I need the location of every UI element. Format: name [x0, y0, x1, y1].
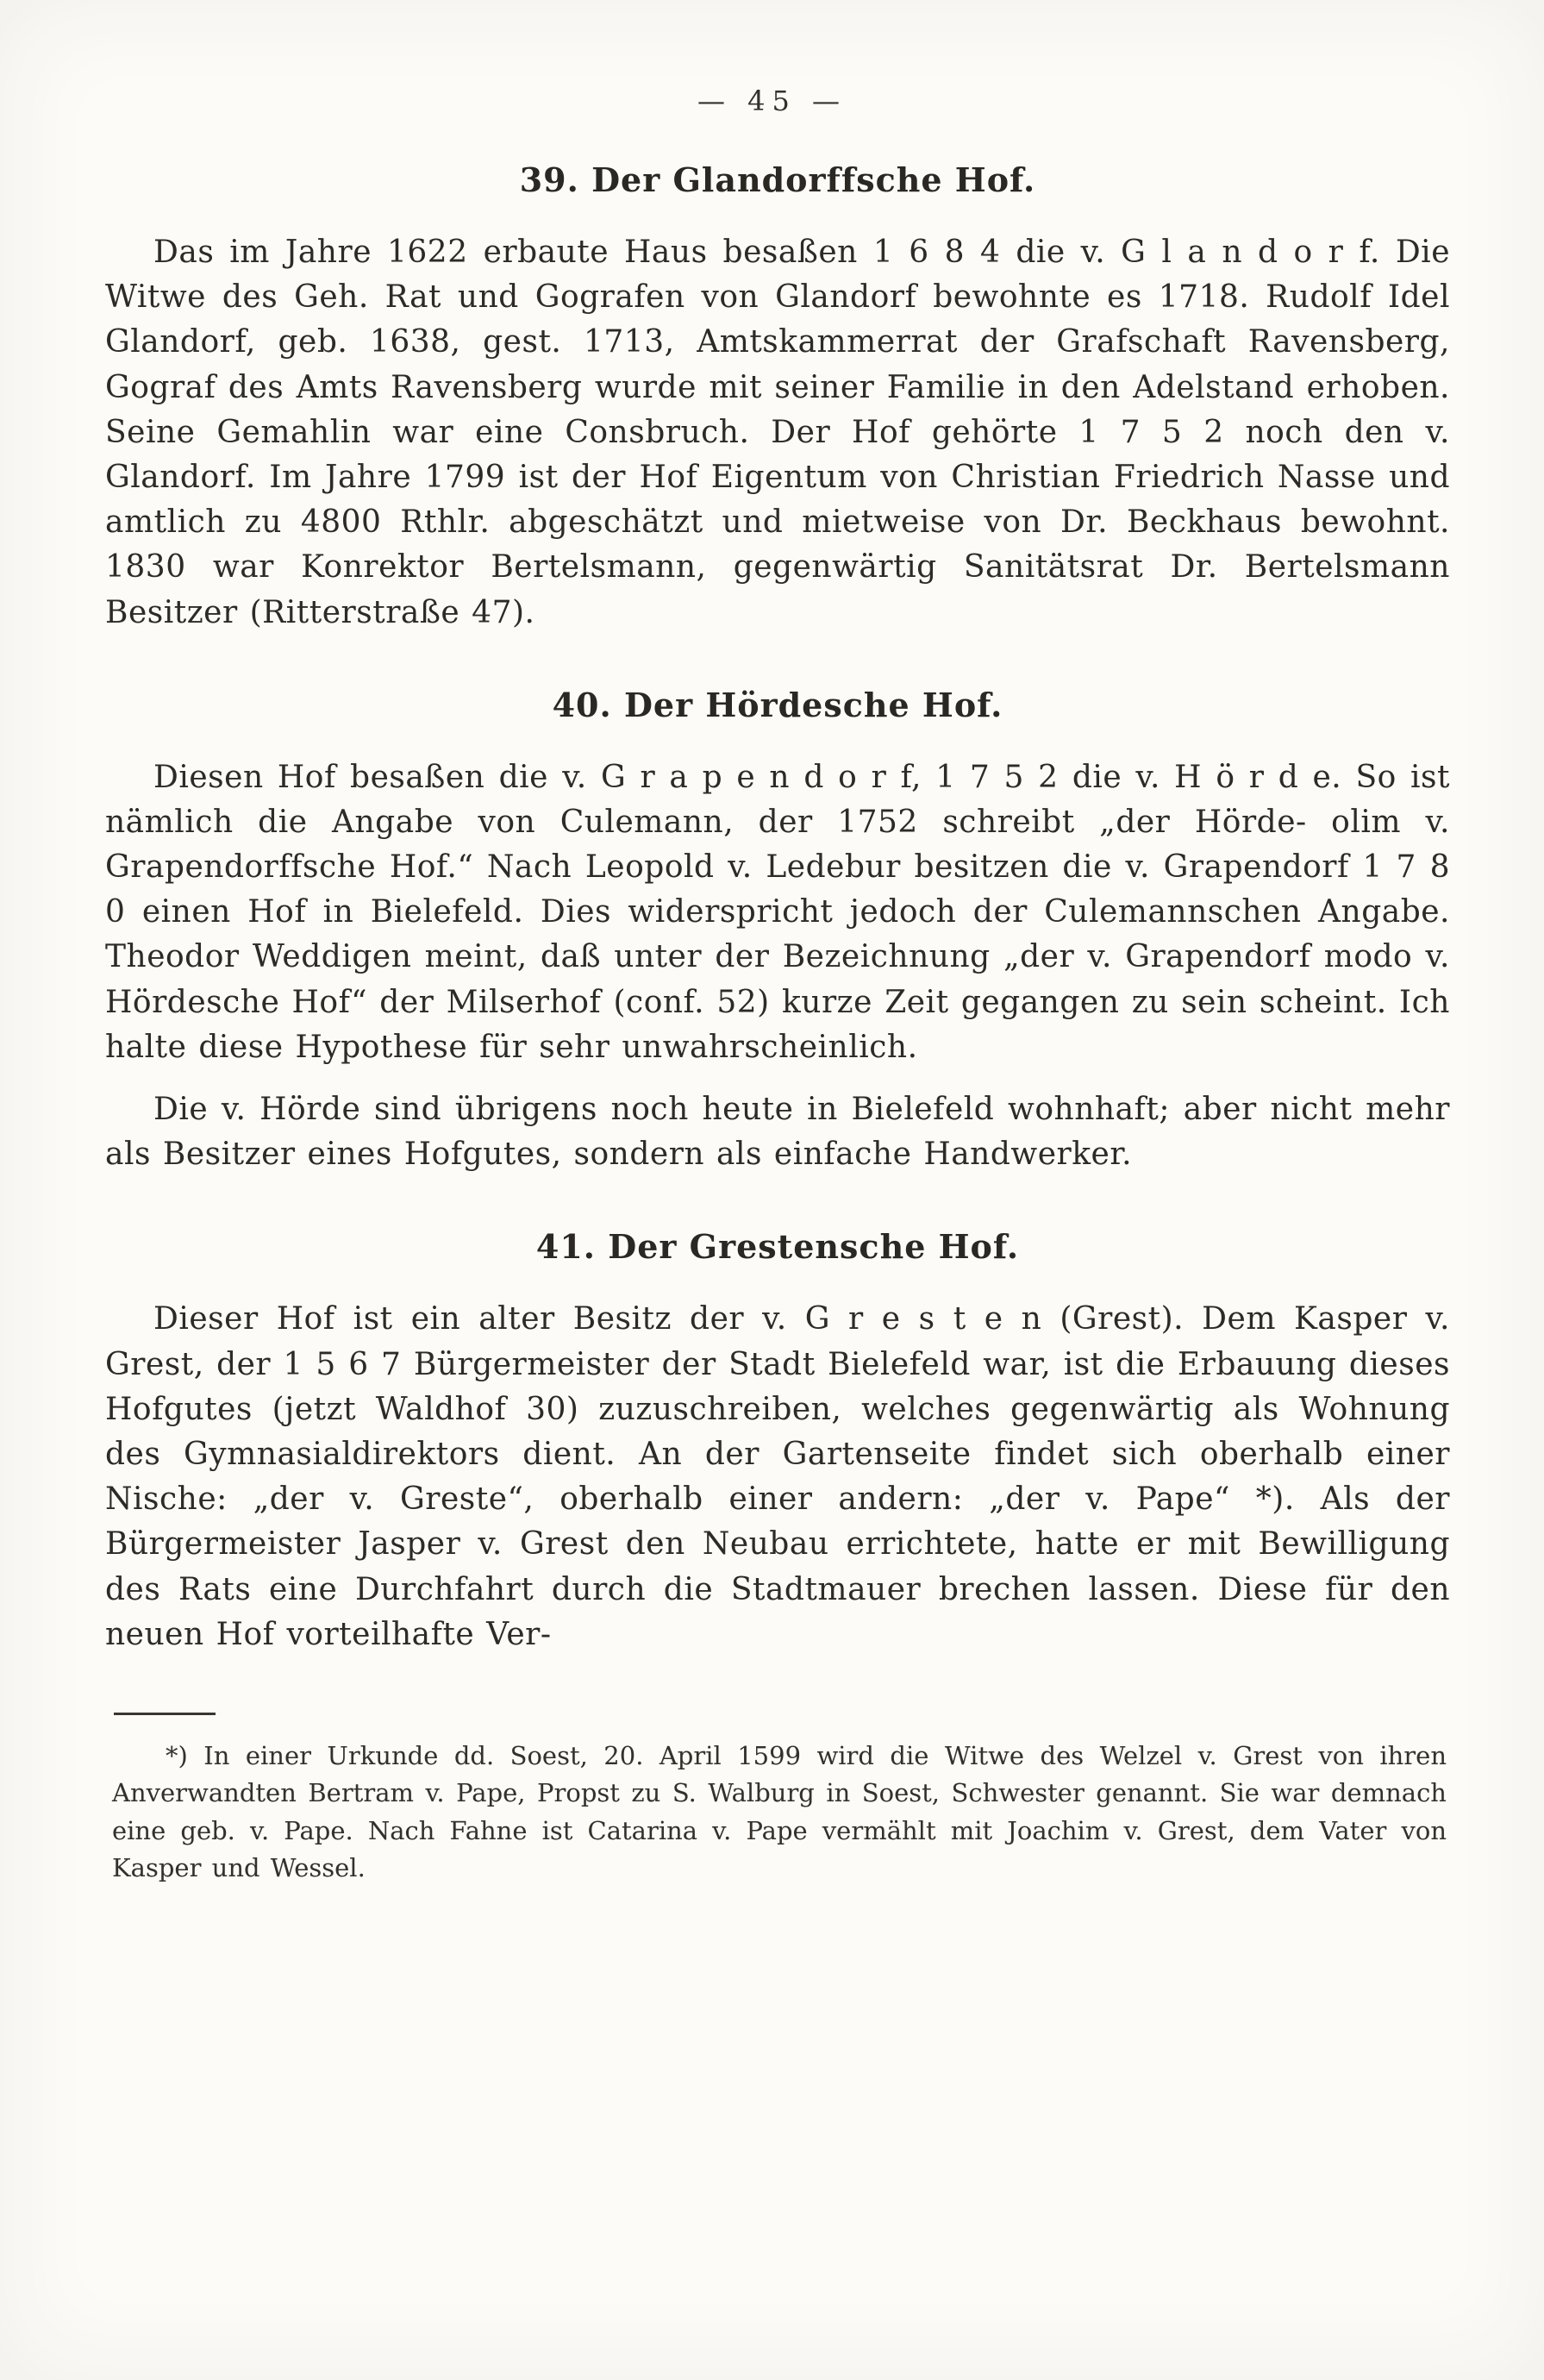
section-40 — [105, 686, 1450, 1178]
section-41-heading: 41. Der Grestensche Hof. — [535, 1227, 1020, 1267]
section-39-paragraph-1: Das im Jahre 1622 erbaute Haus besaßen 1 6 8 4 die v. G l a n d o r f. Die Witwe des Geh. Rat und Gografen von Glandorf bewohnte es 1718. Rudolf Idel Glandorf, geb. 1638, gest. 1713, Amtskammerrat der Grafschaft Ravensberg, Gograf des Amts Ravensberg wurde mit seiner Familie in den Adelstand erhoben. Seine Gemahlin war eine Consbruch. Der Hof gehörte 1 7 5 2 noch den v. Glandorf. Im Jahre 1799 ist der Hof Eigentum von Christian Friedrich Nasse und amtlich zu 4800 Rthlr. abgeschätzt und mietweise von Dr. Beckhaus bewohnt. 1830 war Konrektor Bertelsmann, gegenwärtig Sanitätsrat Dr. Bertelsmann Besitzer (Ritterstraße 47). — [105, 235, 1450, 630]
footnote-divider — [114, 1713, 216, 1715]
page-number: — 45 — — [697, 85, 847, 117]
section-40-paragraph-2: Die v. Hörde sind übrigens noch heute in Bielefeld wohnhaft; aber nicht mehr als Besitzer eines Hofgutes, sondern als einfache Handwerker. — [105, 1092, 1450, 1173]
section-41 — [105, 1227, 1450, 1657]
footnote-text: *) In einer Urkunde dd. Soest, 20. April 1599 wird die Witwe des Welzel v. Grest von ihren Anverwandten Bertram v. Pape, Propst zu S. Walburg in Soest, Schwester genannt. Sie war demnach eine geb. v. Pape. Nach Fahne ist Catarina v. Pape vermählt mit Joachim v. Grest, dem Vater von Kasper und Wessel. — [112, 1740, 1447, 1883]
section-40-heading: 40. Der Hördesche Hof. — [552, 685, 1003, 724]
section-40-paragraph-1: Diesen Hof besaßen die v. G r a p e n d o r f, 1 7 5 2 die v. H ö r d e. So ist nämlich die Angabe von Culemann, der 1752 schreibt „der Hörde- olim v. Grapendorffsche Hof.“ Nach Leopold v. Ledebur besitzen die v. Grapendorf 1 7 8 0 einen Hof in Bielefeld. Dies widerspricht jedoch der Culemannschen Angabe. Theodor Weddigen meint, daß unter der Bezeichnung „der v. Grapendorf modo v. Hördesche Hof“ der Milserhof (conf. 52) kurze Zeit gegangen zu sein scheint. Ich halte diese Hypothese für sehr unwahrscheinlich. — [105, 759, 1450, 1065]
section-39-heading: 39. Der Glandorffsche Hof. — [519, 160, 1036, 199]
page-content — [105, 160, 1450, 1888]
footnote-block — [112, 1713, 1447, 1888]
section-39 — [105, 160, 1450, 636]
section-41-paragraph-1: Dieser Hof ist ein alter Besitz der v. G r e s t e n (Grest). Dem Kasper v. Grest, der 1 5 6 7 Bürgermeister der Stadt Bielefeld war, ist die Erbauung dieses Hofgutes (jetzt Waldhof 30) zuzuschreiben, welches gegenwärtig als Wohnung des Gymnasialdirektors dient. An der Gartenseite findet sich oberhalb einer Nische: „der v. Greste“, oberhalb einer andern: „der v. Pape“ *). Als der Bürgermeister Jasper v. Grest den Neubau errichtete, hatte er mit Bewilligung des Rats eine Durchfahrt durch die Stadtmauer brechen lassen. Diese für den neuen Hof vorteilhafte Ver- — [105, 1301, 1450, 1652]
